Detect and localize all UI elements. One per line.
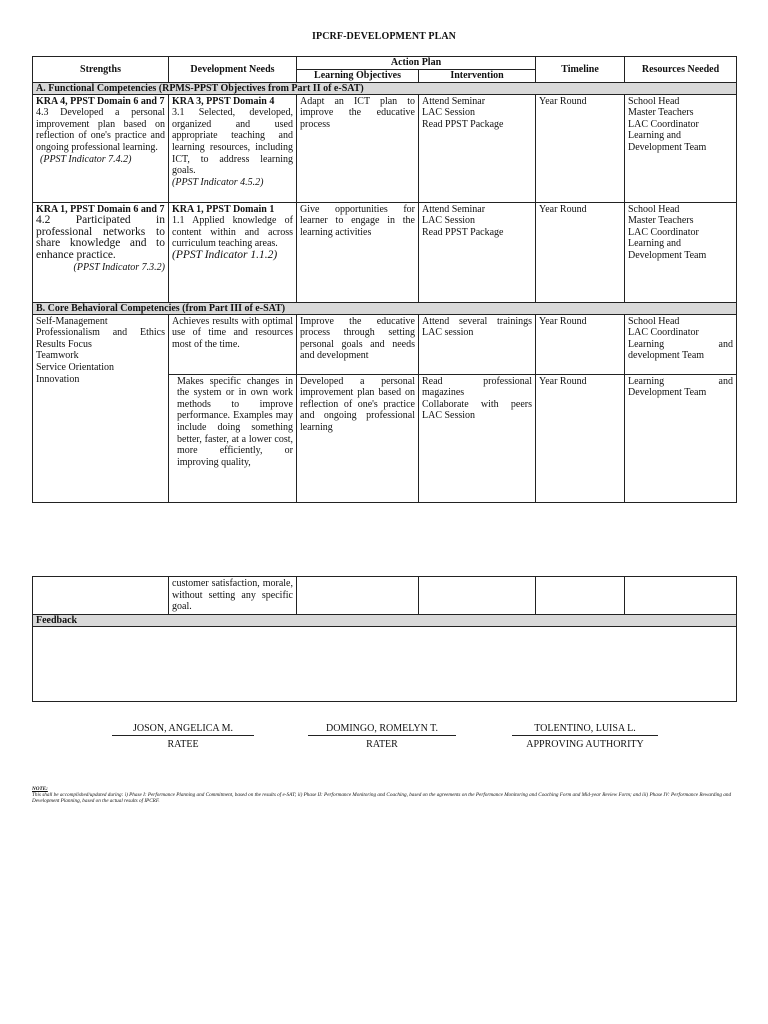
rater-role: RATER bbox=[366, 739, 398, 750]
row3-strength-item: Innovation bbox=[36, 373, 80, 385]
approver-role: APPROVING AUTHORITY bbox=[526, 739, 644, 750]
row2-intervention-item: LAC Session bbox=[422, 215, 476, 227]
row2-strength-indicator: (PPST Indicator 7.3.2) bbox=[73, 261, 165, 273]
row2-need-kra: KRA 1, PPST Domain 1 bbox=[172, 203, 275, 215]
row4-intervention-item: Collaborate with peers LAC Session bbox=[422, 398, 532, 422]
footnote bbox=[32, 786, 736, 805]
row4-timeline: Year Round bbox=[536, 374, 625, 502]
row3-learning-objective: Improve the educative process through setting personal goals and needs and development bbox=[297, 314, 419, 374]
row1-need-indicator: (PPST Indicator 4.5.2) bbox=[172, 176, 264, 188]
row2-strength-kra: KRA 1, PPST Domain 6 and 7 bbox=[36, 203, 165, 215]
row1-intervention-item: Attend Seminar bbox=[422, 95, 486, 107]
signature-rater bbox=[308, 723, 456, 750]
row2-timeline: Year Round bbox=[536, 202, 625, 302]
row1-strength-text: 4.3 Developed a personal improvement plan based on reflection of one's practice and ongoing professional learning. bbox=[36, 107, 165, 153]
feedback-label: Feedback bbox=[33, 614, 737, 626]
row2-resources bbox=[625, 202, 737, 302]
row3-development-need: Achieves results with optimal use of time and resources most of the time. bbox=[169, 314, 297, 374]
header-resources-needed: Resources Needed bbox=[625, 57, 737, 83]
row4-intervention bbox=[419, 374, 536, 502]
row1-resource-item: LAC Coordinator bbox=[628, 118, 699, 130]
note-text: This shall be accomplished/updated during: i) Phase I: Performance Planning and Commitment, based on the results of e-SAT; ii) Phase II: Performance Monitoring and Coaching, based on the agreements on the Performance Monitoring and Coaching Form and Mid-year Review Form; and iii) Phase IV: Performance Rewarding and Development Planning, based on the actual results of IPCRF. bbox=[32, 792, 732, 805]
row3-strength-item: Professionalism and Ethics bbox=[36, 327, 165, 339]
header-intervention: Intervention bbox=[419, 70, 536, 83]
row3-intervention-item: Attend several trainings bbox=[422, 315, 532, 327]
row1-development-need bbox=[169, 94, 297, 202]
row3-timeline: Year Round bbox=[536, 314, 625, 374]
development-plan-table-continued bbox=[32, 576, 737, 702]
row3-resource-item: LAC Coordinator bbox=[628, 327, 699, 339]
row4-learning-objective: Developed a personal improvement plan based on reflection of one's practice and ongoing professional learning bbox=[297, 374, 419, 502]
signature-ratee bbox=[112, 723, 254, 750]
row3-strengths bbox=[33, 314, 169, 502]
row2-development-need bbox=[169, 202, 297, 302]
continued-timeline bbox=[536, 577, 625, 615]
row1-resource-item: Master Teachers bbox=[628, 107, 694, 119]
row1-intervention-item: Read PPST Package bbox=[422, 118, 504, 130]
feedback-area bbox=[33, 626, 737, 701]
header-action-plan: Action Plan bbox=[297, 57, 536, 70]
row2-strength bbox=[33, 202, 169, 302]
row1-need-text: 3.1 Selected, developed, organized and used appropriate teaching and learning resources, including ICT, to address learning goals. bbox=[172, 107, 293, 177]
row2-need-indicator: (PPST Indicator 1.1.2) bbox=[172, 248, 278, 261]
row1-intervention bbox=[419, 94, 536, 202]
row1-resource-item: Learning and Development Team bbox=[628, 130, 707, 153]
continued-strength bbox=[33, 577, 169, 615]
row3-resource-item: Learning and development Team bbox=[628, 338, 733, 362]
approver-name: TOLENTINO, LUISA L. bbox=[512, 723, 658, 736]
header-learning-objectives: Learning Objectives bbox=[297, 70, 419, 83]
development-plan-table bbox=[32, 56, 737, 503]
ratee-role: RATEE bbox=[167, 739, 199, 750]
row1-resources bbox=[625, 94, 737, 202]
continued-learning-objective bbox=[297, 577, 419, 615]
signature-approving-authority bbox=[512, 723, 658, 750]
row4-intervention-item: Read professional magazines bbox=[422, 375, 532, 399]
row2-resource-item: Learning and Development Team bbox=[628, 238, 707, 261]
row1-strength-indicator: (PPST Indicator 7.4.2) bbox=[40, 153, 132, 165]
row3-strength-item: Service Orientation bbox=[36, 361, 115, 373]
row3-resource-item: School Head bbox=[628, 315, 680, 327]
row3-strength-item: Teamwork bbox=[36, 350, 79, 362]
row1-need-kra: KRA 3, PPST Domain 4 bbox=[172, 95, 275, 107]
row1-strength bbox=[33, 94, 169, 202]
row4-resources bbox=[625, 374, 737, 502]
header-development-needs: Development Needs bbox=[169, 57, 297, 83]
row1-learning-objective: Adapt an ICT plan to improve the educative process bbox=[297, 94, 419, 202]
row4-resource-item: Learning and Development Team bbox=[628, 375, 733, 399]
row3-intervention-item: LAC session bbox=[422, 327, 474, 339]
row3-strength-item: Results Focus bbox=[36, 338, 92, 350]
row2-strength-text: 4.2 Participated in professional networks to share knowledge and to enhance practice. bbox=[36, 214, 165, 261]
row2-resource-item: School Head bbox=[628, 203, 680, 215]
row2-intervention bbox=[419, 202, 536, 302]
row3-resources bbox=[625, 314, 737, 374]
document-title: IPCRF-DEVELOPMENT PLAN bbox=[312, 31, 456, 42]
row2-intervention-item: Attend Seminar bbox=[422, 203, 486, 215]
header-timeline: Timeline bbox=[536, 57, 625, 83]
header-strengths: Strengths bbox=[33, 57, 169, 83]
row1-timeline: Year Round bbox=[536, 94, 625, 202]
continued-intervention bbox=[419, 577, 536, 615]
row1-strength-kra: KRA 4, PPST Domain 6 and 7 bbox=[36, 95, 165, 107]
row2-resource-item: Master Teachers bbox=[628, 215, 694, 227]
continued-resources bbox=[625, 577, 737, 615]
ratee-name: JOSON, ANGELICA M. bbox=[112, 723, 254, 736]
row3-intervention bbox=[419, 314, 536, 374]
row2-learning-objective: Give opportunities for learner to engage in the learning activities bbox=[297, 202, 419, 302]
rater-name: DOMINGO, ROMELYN T. bbox=[308, 723, 456, 736]
row2-need-text: 1.1 Applied knowledge of content within and across curriculum teaching areas. bbox=[172, 215, 293, 250]
row1-intervention-item: LAC Session bbox=[422, 107, 476, 119]
row2-resource-item: LAC Coordinator bbox=[628, 226, 699, 238]
row2-intervention-item: Read PPST Package bbox=[422, 226, 504, 238]
section-functional-competencies: A. Functional Competencies (RPMS-PPST Objectives from Part II of e-SAT) bbox=[33, 82, 737, 94]
section-core-behavioral-competencies: B. Core Behavioral Competencies (from Part III of e-SAT) bbox=[33, 302, 737, 314]
row1-resource-item: School Head bbox=[628, 95, 680, 107]
row4-development-need: Makes specific changes in the system or in own work methods to improve performance. Examples may include doing something better, faster, at a lower cost, more efficiently, or improving quality, bbox=[169, 374, 297, 502]
row3-strength-item: Self-Management bbox=[36, 315, 108, 327]
note-label: NOTE: bbox=[32, 786, 48, 792]
continued-development-need: customer satisfaction, morale, without setting any specific goal. bbox=[169, 577, 297, 615]
